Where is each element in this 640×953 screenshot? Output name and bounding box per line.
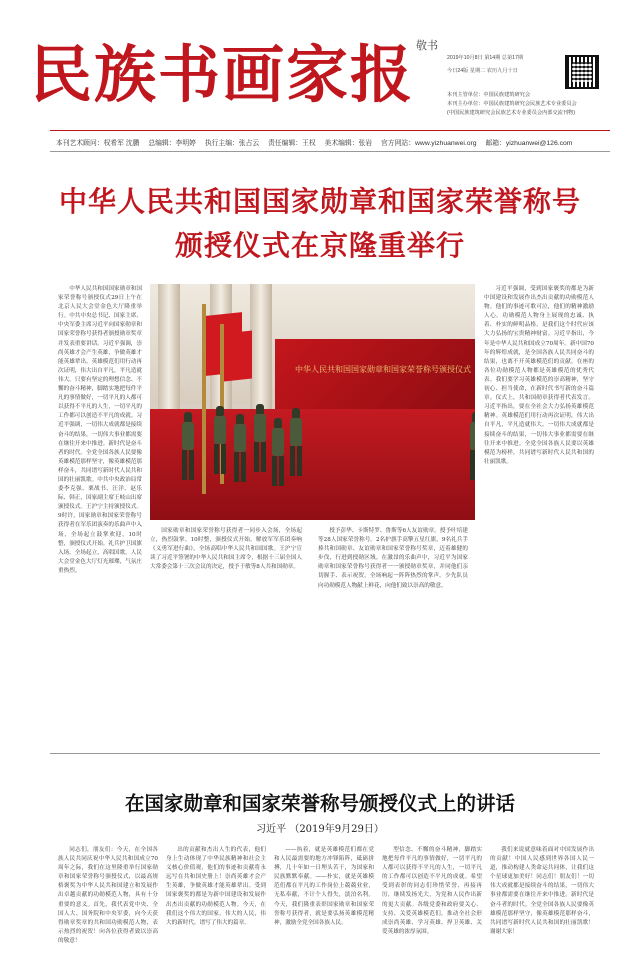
sponsor-line-1: 本刊主管单位：中国民族建筑研究会 xyxy=(447,92,531,98)
honor-guard-figure xyxy=(252,404,268,474)
backdrop-text: 中华人民共和国国家勋章和国家荣誉称号颁授仪式 xyxy=(295,365,471,374)
honor-guard-figure xyxy=(212,406,228,476)
article-column-mid-left xyxy=(150,527,302,735)
qr-code-icon xyxy=(565,55,599,89)
speech-column-1 xyxy=(58,846,158,946)
masthead-divider xyxy=(50,130,610,131)
article-text: 中华人民共和国国家勋章和国家荣誉称号颁授仪式29日上午在北京人民大会堂金色大厅隆重举行。中共中央总书记、国家主席、中央军委主席习近平向国家勋章和国家荣誉称号获得者颁授勋章奖章并发表重要讲话。习近平强调，崇尚英雄才会产生英雄，争做英雄才能英雄辈出。英雄模范们用行动再次证明，伟大出自平凡，平凡造就伟大。只要有坚定的理想信念、不懈的奋斗精神，脚踏实地把每件平凡的事情做好，一切平凡的人都可以获得不平凡的人生，一切平凡的工作都可以创造不平凡的成就。习近平强调，一切伟大成就都是接续奋斗的结果，一切伟大事业都需要在继往开来中推进。新时代是奋斗者的时代。全党全国各族人民要像英雄模范那样坚守，像英雄模范那样奋斗，共同谱写新时代人民共和国的壮丽凯歌。中共中央政治局常委李克强、栗战书、汪洋、赵乐际、韩正，国家副主席王岐山出席颁授仪式。王沪宁主持颁授仪式。9时许，国家勋章和国家荣誉称号获得者在军乐团演奏的乐曲声中入场，全场起立鼓掌欢迎。10时整，颁授仪式开始。礼兵护卫国旗入场。全场起立，高唱国歌。人民大会堂金色大厅灯光璀璨，气氛庄重热烈。 xyxy=(58,286,142,574)
speech-column-2 xyxy=(166,846,266,946)
speech-column-3 xyxy=(274,846,374,946)
speech-text: 同志们，朋友们：今天，在全国各族人民共同庆祝中华人民共和国成立70周年之际，我们在这里隆重举行国家勋章和国家荣誉称号颁授仪式，以最高规格褒奖为中华人民共和国建立和发展作出卓越贡献的功勋模范人物，具有十分重要的意义。首先，我代表党中央、全国人大、国务院和中央军委，向今天获得勋章奖章的共和国功勋模范人物，表示热烈的祝贺！向各位获得者致以崇高的敬意！ xyxy=(58,847,158,944)
honor-guard-figure xyxy=(288,408,304,478)
speech-column-4 xyxy=(382,846,482,946)
honor-guard-figure xyxy=(468,412,475,482)
article-text: 习近平强调，受到国家褒奖的都是为新中国建设和发展作出杰出贡献的功勋模范人物。他们的事迹可歌可泣，他们的精神激励人心。功勋模范人物身上展现的忠诚、执着、朴实的鲜明品格，是我们这个时代应该大力弘扬的宝贵精神财富。习近平指出，今年是中华人民共和国成立70周年。新中国70年的辉煌成就，是全国各族人民共同奋斗的结果，也离不开英雄模范们的贡献。在座的各位功勋模范人物都是英雄模范的优秀代表。我们要学习英雄模范的崇高精神，坚守初心、担当使命，在新时代书写新的奋斗篇章。仪式上，共和国勋章获得者代表发言。习近平指出，要在全社会大力弘扬英雄模范精神。英雄模范们用行动再次证明，伟大出自平凡，平凡造就伟大。一切伟大成就都是接续奋斗的结果，一切伟大事业都需要在继往开来中推进。全党全国各族人民要以英雄模范为榜样，共同谱写新时代人民共和国的壮丽凯歌。 xyxy=(484,286,594,465)
main-headline xyxy=(40,180,600,268)
article-column-mid-right xyxy=(318,527,468,735)
speech-column-5 xyxy=(490,846,594,946)
website-link[interactable]: 官方网站：www.yizhuanwei.org xyxy=(381,140,477,147)
staff-line xyxy=(56,137,576,147)
ceremony-photo xyxy=(150,284,475,520)
section-divider xyxy=(50,753,600,754)
headline-line-2: 颁授仪式在京隆重举行 xyxy=(174,229,465,262)
speech-text: 出的贡献和杰出人生的代表，他们身上生动体现了中华民族精神和社会主义核心价值观，他们的事迹和贡献将永远写在共和国史册上！崇尚英雄才会产生英雄，争做英雄才能英雄辈出。受到国家褒奖的都是为新中国建设和发展作出杰出贡献的功勋模范人物。今天，在我们这个伟大的国家，伟大的人民，伟大的新时代，谱写了伟大的篇章。 xyxy=(166,847,266,926)
honor-guard-figure xyxy=(232,414,248,484)
speech-text: 我们来说就意味着面对中国发展作出的贡献！中国人民感到世界各国人民一道，推动构建人类命运共同体，让我们这个星球更加美好！同志们！朋友们！一切伟大成就都是接续奋斗的结果，一切伟大事业都需要在继往开来中推进。新时代是奋斗者的时代。全党全国各族人民要像英雄模范那样坚守，像英雄模范那样奋斗，共同谱写新时代人民共和国的壮丽凯歌！谢谢大家！ xyxy=(490,847,594,935)
staff-divider xyxy=(50,151,610,152)
staff-editor-chief: 总编辑：李明婷 xyxy=(148,140,196,147)
article-column-right xyxy=(484,285,594,735)
issue-date: 2019年10月8日 第14期 总第17期 xyxy=(447,55,524,61)
speech-byline: 习近平 （2019年9月29日） xyxy=(256,824,384,835)
staff-resp-editor: 责任编辑：王权 xyxy=(268,140,316,147)
photo-backdrop-screen xyxy=(275,339,475,414)
issue-pages: 今日24版 星期二 农历九月十日 xyxy=(447,67,518,74)
honor-guard-figure xyxy=(180,412,196,482)
headline-line-1: 中华人民共和国国家勋章和国家荣誉称号 xyxy=(58,185,581,218)
email-link[interactable]: 邮箱：yizhuanwei@126.com xyxy=(485,140,573,147)
calligraphy-signature: 敬书 xyxy=(416,39,438,52)
flag-banner xyxy=(224,331,252,382)
sponsor-line-2: 本刊主办单位：中国民族建筑研究会民族艺术专业委员会 xyxy=(447,101,577,107)
publication-note: (中国民族建筑研究会民族艺术专业委员会内部交流刊物) xyxy=(447,110,575,116)
article-text: 授予彭华、卡斯特罗、鲁斯等6人友谊勋章。授予叶培建等28人国家荣誉称号。2名护旗手高擎五星红旗，9名礼兵手捧共和国勋章、友谊勋章和国家荣誉称号奖章，迈着雄健的步伐，行进到授勋区域。在激昂的乐曲声中，习近平为国家勋章和国家荣誉称号获得者一一颁授勋章奖章，并同他们亲切握手、表示祝贺。全场响起一阵阵热烈的掌声。少先队员向功勋模范人物献上鲜花，向他们致以崇高的敬意。 xyxy=(318,528,468,589)
staff-exec-editor: 执行主编：张占云 xyxy=(204,140,260,147)
honor-guard-figure xyxy=(270,418,286,488)
masthead xyxy=(0,0,640,147)
article-text: 国家勋章和国家荣誉称号获得者一同步入会场，全场起立，热烈鼓掌。10时整，颁授仪式开始。解放军军乐团奏响《义勇军进行曲》，全场高唱中华人民共和国国歌。王沪宁宣读了习近平签署的中华人民共和国主席令，根据十三届全国人大常委会第十三次会议的决定，授予于敏等8人共和国勋章。 xyxy=(150,528,302,571)
speech-text: 型信念、不懈的奋斗精神，脚踏实地把每件平凡的事情做好，一切平凡的人都可以获得不平凡的人生，一切平凡的工作都可以创造不平凡的成就。希望受到表彰的同志们珍惜荣誉、再接再厉，继续发扬光大，为党和人民作出新的更大贡献。各级党委和政府要关心、支持、关爱英雄模范们，推动全社会形成崇尚英雄、学习英雄、捍卫英雄、关爱英雄的浓厚氛围。 xyxy=(382,847,482,935)
speech-text: ——执着，就是英雄模范们都在党和人民最需要的地方冲锋陷阵，砥砺拼搏，几十年如一日埋头苦干，为国家和民族默默奉献。——朴实，就是英雄模范们都在平凡的工作岗位上兢兢业业，无私奉献，不计个人得失，淡泊名利。今天，我们隆重表彰国家勋章和国家荣誉称号获得者，就是要弘扬英雄模范精神，激励全党全国各族人民。 xyxy=(274,847,374,926)
issue-info xyxy=(447,52,567,77)
article-column-left xyxy=(58,285,142,735)
newspaper-title: 民族书画家报 xyxy=(30,38,415,111)
sponsor-info xyxy=(447,91,637,118)
photo-carpet xyxy=(150,409,475,520)
staff-art-editor: 美术编辑：张岩 xyxy=(324,140,373,147)
speech-title: 在国家勋章和国家荣誉称号颁授仪式上的讲话 xyxy=(124,792,515,815)
staff-advisor: 本刊艺术顾问：权希军 沈鹏 xyxy=(56,140,140,147)
